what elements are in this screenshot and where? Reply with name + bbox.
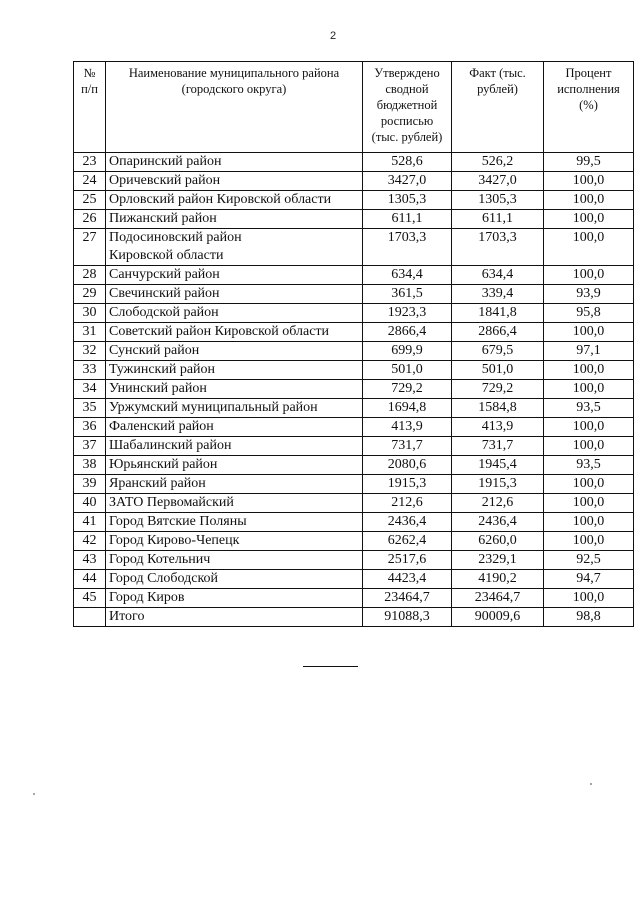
header-percent: Процент исполнения (%)	[544, 62, 634, 153]
row-actual: 2866,4	[452, 323, 544, 342]
table-row	[74, 229, 634, 266]
row-number: 31	[74, 323, 106, 342]
row-name: Город Киров	[106, 589, 363, 608]
table-row	[74, 399, 634, 418]
row-approved: 2080,6	[363, 456, 452, 475]
row-approved: 4423,4	[363, 570, 452, 589]
row-number: 33	[74, 361, 106, 380]
row-approved: 3427,0	[363, 172, 452, 191]
row-name: Тужинский район	[106, 361, 363, 380]
table-row	[74, 172, 634, 191]
total-actual: 90009,6	[452, 608, 544, 627]
row-approved: 1694,8	[363, 399, 452, 418]
total-percent: 98,8	[544, 608, 634, 627]
row-name: Опаринский район	[106, 153, 363, 172]
row-number: 37	[74, 437, 106, 456]
row-actual: 1945,4	[452, 456, 544, 475]
row-percent: 100,0	[544, 418, 634, 437]
row-percent: 100,0	[544, 475, 634, 494]
table-row	[74, 551, 634, 570]
row-actual: 212,6	[452, 494, 544, 513]
row-percent: 100,0	[544, 210, 634, 229]
row-approved: 2436,4	[363, 513, 452, 532]
table-row	[74, 342, 634, 361]
row-percent: 99,5	[544, 153, 634, 172]
row-percent: 94,7	[544, 570, 634, 589]
row-approved: 729,2	[363, 380, 452, 399]
row-percent: 100,0	[544, 532, 634, 551]
table-row	[74, 475, 634, 494]
row-name: Город Вятские Поляны	[106, 513, 363, 532]
row-number: 27	[74, 229, 106, 266]
header-actual: Факт (тыс. рублей)	[452, 62, 544, 153]
row-actual: 731,7	[452, 437, 544, 456]
row-actual: 339,4	[452, 285, 544, 304]
row-approved: 501,0	[363, 361, 452, 380]
row-number: 35	[74, 399, 106, 418]
row-actual: 526,2	[452, 153, 544, 172]
row-actual: 4190,2	[452, 570, 544, 589]
table-row	[74, 191, 634, 210]
row-percent: 100,0	[544, 172, 634, 191]
row-number: 40	[74, 494, 106, 513]
row-number: 43	[74, 551, 106, 570]
row-name: Юрьянский район	[106, 456, 363, 475]
row-number: 30	[74, 304, 106, 323]
row-approved: 361,5	[363, 285, 452, 304]
row-name: Слободской район	[106, 304, 363, 323]
table-row	[74, 323, 634, 342]
row-approved: 23464,7	[363, 589, 452, 608]
row-name: Яранский район	[106, 475, 363, 494]
row-number: 36	[74, 418, 106, 437]
row-approved: 2517,6	[363, 551, 452, 570]
row-approved: 1923,3	[363, 304, 452, 323]
row-percent: 100,0	[544, 323, 634, 342]
row-name: Орловский район Кировской области	[106, 191, 363, 210]
header-name: Наименование муниципального района (городского округа)	[106, 62, 363, 153]
row-number: 38	[74, 456, 106, 475]
table-row	[74, 361, 634, 380]
row-number: 44	[74, 570, 106, 589]
row-approved: 1703,3	[363, 229, 452, 266]
row-actual: 413,9	[452, 418, 544, 437]
table-row	[74, 589, 634, 608]
row-name: Город Котельнич	[106, 551, 363, 570]
row-actual: 23464,7	[452, 589, 544, 608]
row-percent: 100,0	[544, 229, 634, 266]
row-name: Унинский район	[106, 380, 363, 399]
row-approved: 699,9	[363, 342, 452, 361]
row-number: 32	[74, 342, 106, 361]
table-header-row	[74, 62, 634, 153]
row-number: 34	[74, 380, 106, 399]
total-row	[74, 608, 634, 627]
table-row	[74, 266, 634, 285]
row-name	[106, 229, 363, 266]
row-number: 41	[74, 513, 106, 532]
row-percent: 100,0	[544, 494, 634, 513]
row-name: Шабалинский район	[106, 437, 363, 456]
table-row	[74, 513, 634, 532]
row-actual: 1915,3	[452, 475, 544, 494]
row-percent: 100,0	[544, 361, 634, 380]
row-actual: 501,0	[452, 361, 544, 380]
row-actual: 2329,1	[452, 551, 544, 570]
row-percent: 100,0	[544, 437, 634, 456]
row-name: Уржумский муниципальный район	[106, 399, 363, 418]
row-number: 23	[74, 153, 106, 172]
row-name: Фаленский район	[106, 418, 363, 437]
row-percent: 100,0	[544, 266, 634, 285]
table-body	[74, 153, 634, 627]
row-number: 42	[74, 532, 106, 551]
scan-speck	[33, 793, 35, 795]
row-percent: 92,5	[544, 551, 634, 570]
table-row	[74, 494, 634, 513]
table-row	[74, 532, 634, 551]
row-actual: 1841,8	[452, 304, 544, 323]
table-row	[74, 285, 634, 304]
row-number: 26	[74, 210, 106, 229]
row-name: Город Слободской	[106, 570, 363, 589]
row-actual: 611,1	[452, 210, 544, 229]
total-approved: 91088,3	[363, 608, 452, 627]
row-actual: 729,2	[452, 380, 544, 399]
row-name: Сунский район	[106, 342, 363, 361]
row-name-line: Подосиновский район	[109, 230, 242, 245]
row-actual: 6260,0	[452, 532, 544, 551]
total-number	[74, 608, 106, 627]
scan-speck	[590, 783, 592, 785]
row-name: Оричевский район	[106, 172, 363, 191]
total-label: Итого	[106, 608, 363, 627]
header-approved: Утверждено сводной бюджетной росписью (тыс. рублей)	[363, 62, 452, 153]
row-number: 39	[74, 475, 106, 494]
separator-line	[303, 666, 358, 667]
row-approved: 212,6	[363, 494, 452, 513]
row-name: Советский район Кировской области	[106, 323, 363, 342]
row-approved: 413,9	[363, 418, 452, 437]
row-name: Санчурский район	[106, 266, 363, 285]
row-actual: 1305,3	[452, 191, 544, 210]
row-approved: 634,4	[363, 266, 452, 285]
row-actual: 1703,3	[452, 229, 544, 266]
table-row	[74, 456, 634, 475]
table-row	[74, 418, 634, 437]
row-actual: 3427,0	[452, 172, 544, 191]
row-percent: 95,8	[544, 304, 634, 323]
budget-execution-table	[73, 61, 634, 627]
row-percent: 93,9	[544, 285, 634, 304]
row-percent: 100,0	[544, 589, 634, 608]
row-actual: 2436,4	[452, 513, 544, 532]
table-row	[74, 380, 634, 399]
row-name: ЗАТО Первомайский	[106, 494, 363, 513]
row-actual: 679,5	[452, 342, 544, 361]
row-number: 45	[74, 589, 106, 608]
row-approved: 528,6	[363, 153, 452, 172]
row-number: 29	[74, 285, 106, 304]
row-name: Город Кирово-Чепецк	[106, 532, 363, 551]
row-percent: 93,5	[544, 399, 634, 418]
row-percent: 100,0	[544, 513, 634, 532]
table-row	[74, 304, 634, 323]
table-row	[74, 153, 634, 172]
page-number: 2	[330, 30, 337, 42]
table-row	[74, 570, 634, 589]
header-no: № п/п	[74, 62, 106, 153]
row-percent: 97,1	[544, 342, 634, 361]
row-actual: 634,4	[452, 266, 544, 285]
row-name: Свечинский район	[106, 285, 363, 304]
row-approved: 1915,3	[363, 475, 452, 494]
row-actual: 1584,8	[452, 399, 544, 418]
row-name: Пижанский район	[106, 210, 363, 229]
row-approved: 2866,4	[363, 323, 452, 342]
row-number: 25	[74, 191, 106, 210]
row-percent: 93,5	[544, 456, 634, 475]
row-name-line: Кировской области	[109, 248, 224, 263]
table-row	[74, 437, 634, 456]
row-approved: 611,1	[363, 210, 452, 229]
row-approved: 731,7	[363, 437, 452, 456]
table-row	[74, 210, 634, 229]
row-approved: 1305,3	[363, 191, 452, 210]
row-percent: 100,0	[544, 380, 634, 399]
row-number: 28	[74, 266, 106, 285]
row-percent: 100,0	[544, 191, 634, 210]
row-number: 24	[74, 172, 106, 191]
row-approved: 6262,4	[363, 532, 452, 551]
